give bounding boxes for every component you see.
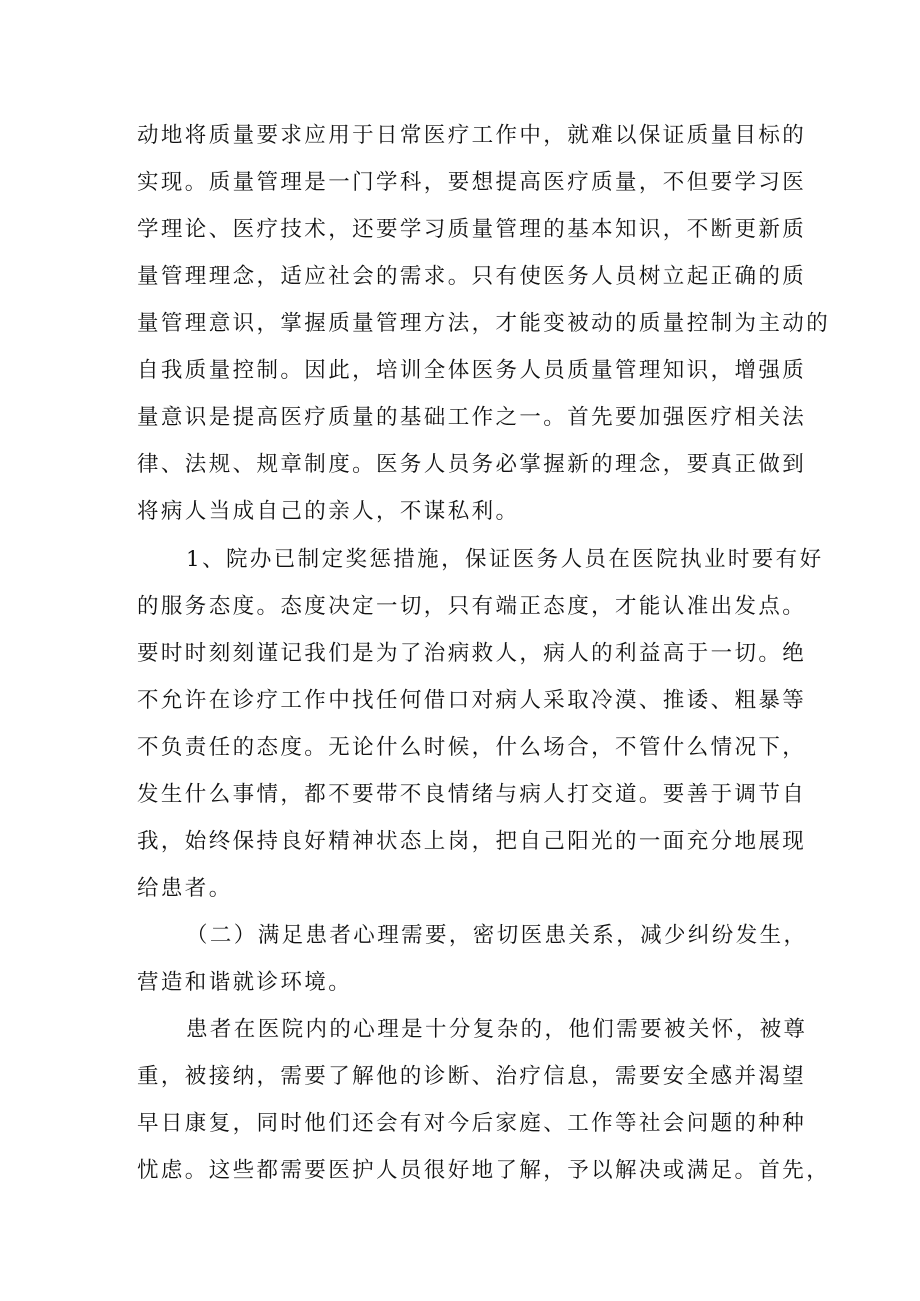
paragraph-1-line-9: 将病人当成自己的亲人，不谋私利。 bbox=[137, 499, 520, 524]
paragraph-1-line-2: 实现。质量管理是一门学科，要想提高医疗质量，不但要学习医 bbox=[137, 170, 807, 195]
paragraph-1-line-6: 自我质量控制。因此，培训全体医务人员质量管理知识，增强质 bbox=[137, 358, 807, 383]
paragraph-2-line-1: 1、院办已制定奖惩措施，保证医务人员在医院执业时要有好 bbox=[186, 547, 824, 572]
paragraph-1-line-7: 量意识是提高医疗质量的基础工作之一。首先要加强医疗相关法 bbox=[137, 405, 807, 430]
paragraph-4-line-4: 忧虑。这些都需要医护人员很好地了解，予以解决或满足。首先， bbox=[137, 1158, 831, 1183]
paragraph-1-line-8: 律、法规、规章制度。医务人员务必掌握新的理念，要真正做到 bbox=[137, 452, 807, 477]
paragraph-1-line-3: 学理论、医疗技术，还要学习质量管理的基本知识，不断更新质 bbox=[137, 217, 807, 242]
paragraph-1-line-1: 动地将质量要求应用于日常医疗工作中，就难以保证质量目标的 bbox=[137, 123, 807, 148]
paragraph-2-line-8: 给患者。 bbox=[137, 876, 233, 901]
paragraph-2-line-6: 发生什么事情，都不要带不良情绪与病人打交道。要善于调节自 bbox=[137, 782, 807, 807]
paragraph-4-line-1: 患者在医院内的心理是十分复杂的，他们需要被关怀，被尊 bbox=[186, 1017, 808, 1042]
section-heading-line-2: 营造和谐就诊环境。 bbox=[137, 970, 353, 995]
section-heading-line-1: （二）满足患者心理需要，密切医患关系，减少纠纷发生， bbox=[186, 923, 808, 948]
paragraph-2-line-3: 要时时刻刻谨记我们是为了治病救人，病人的利益高于一切。绝 bbox=[137, 641, 807, 666]
paragraph-1-line-4: 量管理理念，适应社会的需求。只有使医务人员树立起正确的质 bbox=[137, 264, 807, 289]
paragraph-2-line-7: 我，始终保持良好精神状态上岗，把自己阳光的一面充分地展现 bbox=[137, 829, 807, 854]
paragraph-1-line-5: 量管理意识，掌握质量管理方法，才能变被动的质量控制为主动的 bbox=[137, 311, 831, 336]
paragraph-4-line-3: 早日康复，同时他们还会有对今后家庭、工作等社会问题的种种 bbox=[137, 1111, 807, 1136]
paragraph-4-line-2: 重，被接纳，需要了解他的诊断、治疗信息，需要安全感并渴望 bbox=[137, 1064, 807, 1089]
paragraph-2-line-2: 的服务态度。态度决定一切，只有端正态度，才能认准出发点。 bbox=[137, 594, 807, 619]
paragraph-2-line-5: 不负责任的态度。无论什么时候，什么场合，不管什么情况下， bbox=[137, 735, 807, 760]
paragraph-2-line-4: 不允许在诊疗工作中找任何借口对病人采取冷漠、推诿、粗暴等 bbox=[137, 688, 807, 713]
